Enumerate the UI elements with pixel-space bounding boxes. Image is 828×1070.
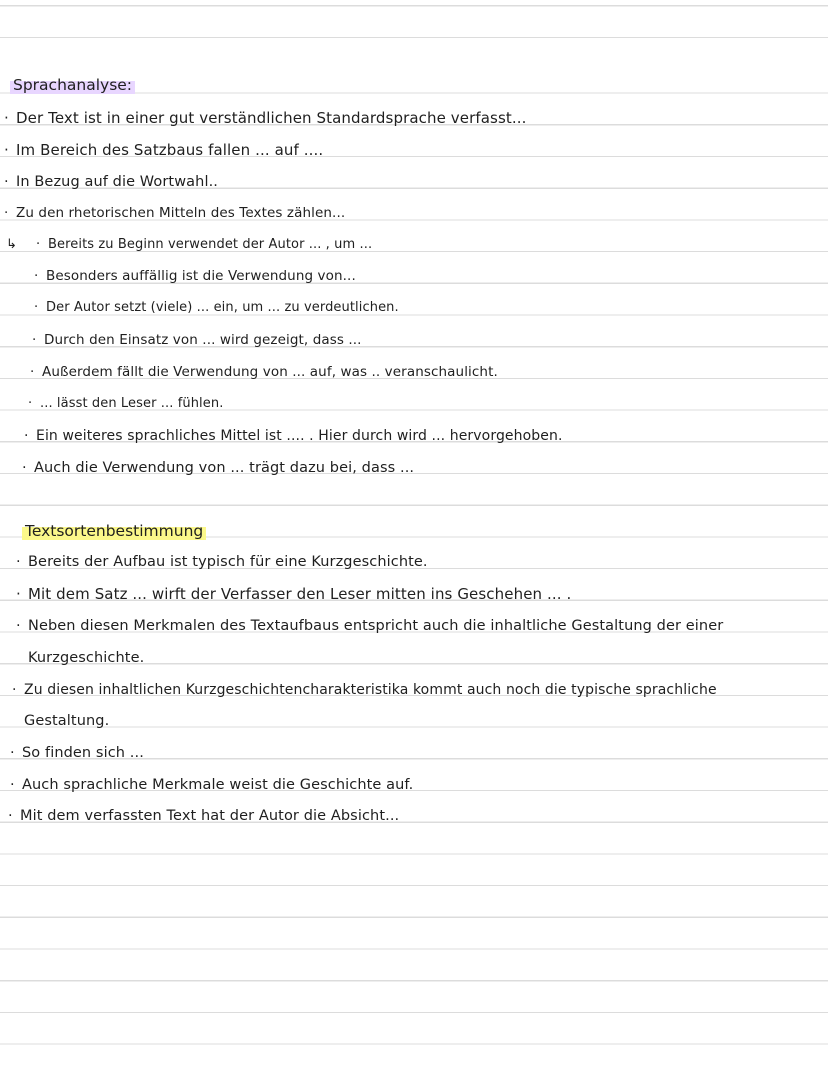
bullet-icon: · <box>4 141 9 159</box>
bullet-icon: · <box>36 237 41 252</box>
list-item: · Der Text ist in einer gut verständlichen Standardsprache verfasst... <box>4 109 527 127</box>
bullet-icon: · <box>4 109 9 127</box>
list-item: · Im Bereich des Satzbaus fallen ... auf .... <box>4 141 324 159</box>
list-item: · Zu den rhetorischen Mitteln des Textes zählen... <box>4 205 346 221</box>
heading-sprachanalyse: Sprachanalyse: <box>10 75 135 95</box>
bullet-icon: · <box>34 268 39 284</box>
list-item: · So finden sich ... <box>10 745 144 761</box>
bullet-icon: · <box>24 428 29 444</box>
list-item-continuation: Gestaltung. <box>24 713 110 729</box>
list-item: · Mit dem Satz ... wirft der Verfasser den Leser mitten ins Geschehen ... . <box>16 585 572 603</box>
bullet-icon: · <box>30 364 35 380</box>
bullet-icon: · <box>4 205 9 221</box>
bullet-icon: · <box>34 300 39 315</box>
list-item-continuation: Kurzgeschichte. <box>28 650 145 666</box>
list-item: · Mit dem verfassten Text hat der Autor die Absicht... <box>8 808 400 824</box>
list-item-sub: · Auch die Verwendung von ... trägt dazu bei, dass ... <box>22 460 415 476</box>
list-item-sub: ↳ · Bereits zu Beginn verwendet der Autor ... , um ... <box>6 235 372 255</box>
bullet-icon: · <box>10 777 15 793</box>
list-item-sub: · Ein weiteres sprachliches Mittel ist .... . Hier durch wird ... hervorgehoben. <box>24 428 563 444</box>
list-item-sub: · Der Autor setzt (viele) ... ein, um ... zu verdeutlichen. <box>34 298 399 318</box>
heading-textsortenbestimmung: Textsortenbestimmung <box>22 521 206 541</box>
bullet-icon: · <box>16 554 21 570</box>
list-item-sub: · Besonders auffällig ist die Verwendung von... <box>34 268 356 284</box>
bullet-icon: · <box>4 174 9 190</box>
list-item: · Bereits der Aufbau ist typisch für eine Kurzgeschichte. <box>16 554 428 570</box>
list-item: · Auch sprachliche Merkmale weist die Geschichte auf. <box>10 777 414 793</box>
list-item-sub: · Durch den Einsatz von ... wird gezeigt, dass ... <box>32 332 362 348</box>
bullet-icon: · <box>32 332 37 348</box>
list-item-sub: · Außerdem fällt die Verwendung von ... auf, was .. veranschaulicht. <box>30 364 498 380</box>
list-item: · Zu diesen inhaltlichen Kurzgeschichtencharakteristika kommt auch noch die typische sprachliche <box>12 682 717 698</box>
list-item: · Neben diesen Merkmalen des Textaufbaus entspricht auch die inhaltliche Gestaltung der einer <box>16 618 724 634</box>
bullet-icon: · <box>12 682 17 698</box>
bullet-icon: · <box>10 745 15 761</box>
arrow-icon: ↳ <box>6 237 17 252</box>
bullet-icon: · <box>28 396 33 411</box>
list-item-sub: · ... lässt den Leser ... fühlen. <box>28 394 223 414</box>
bullet-icon: · <box>22 460 27 476</box>
bullet-icon: · <box>8 808 13 824</box>
bullet-icon: · <box>16 585 21 603</box>
bullet-icon: · <box>16 618 21 634</box>
list-item: · In Bezug auf die Wortwahl.. <box>4 174 218 190</box>
